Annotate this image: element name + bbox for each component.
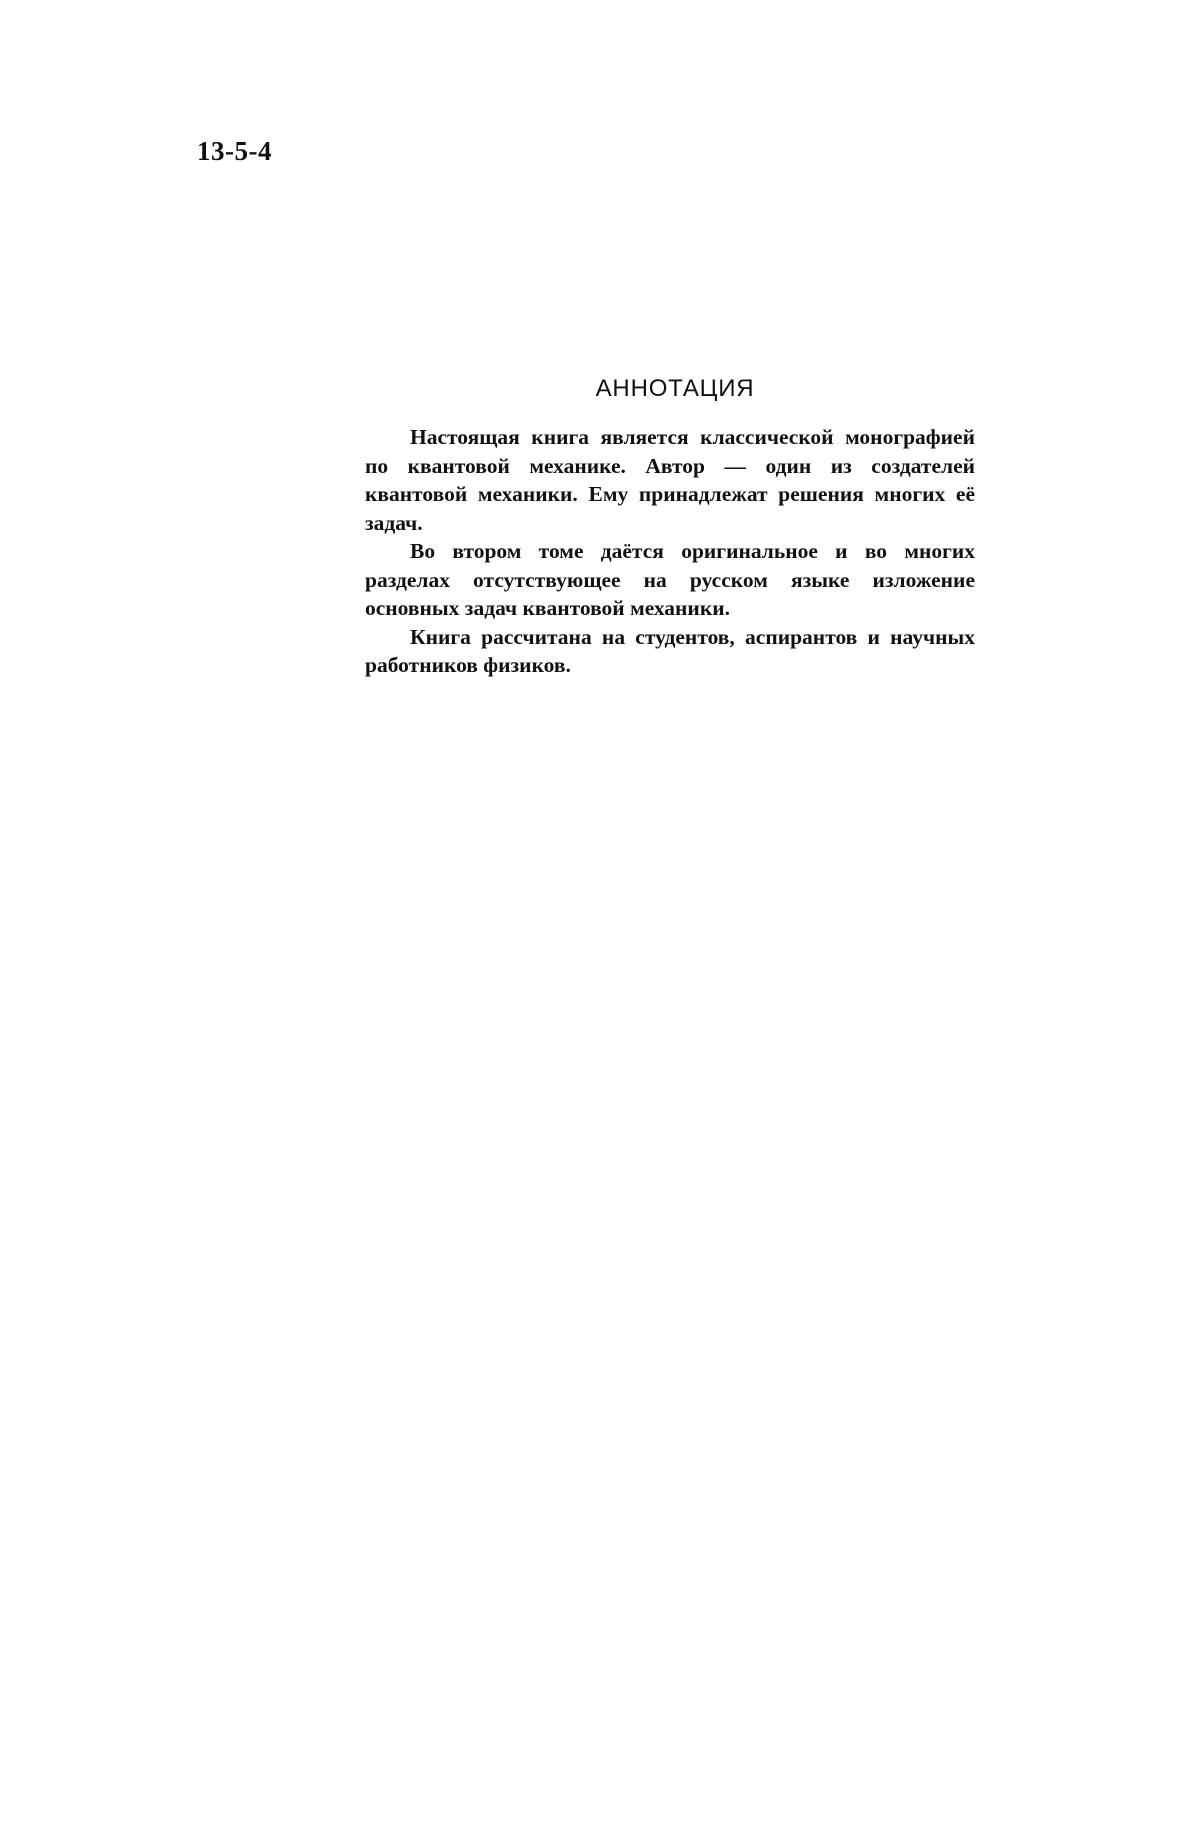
annotation-section xyxy=(365,375,975,680)
annotation-title: АННОТАЦИЯ xyxy=(595,375,755,402)
annotation-paragraph: Во втором томе даётся оригинальное и во многих разделах отсутствующее на русском языке изложение основных задач квантовой механики. xyxy=(365,539,975,620)
annotation-paragraph: Настоящая книга является классической монографией по квантовой механике. Автор — один из создателей квантовой механики. Ему принадлежат решения многих её задач. xyxy=(365,425,975,535)
page-code: 13-5-4 xyxy=(197,136,272,166)
annotation-paragraph: Книга рассчитана на студентов, аспирантов и научных работников физиков. xyxy=(365,624,975,677)
